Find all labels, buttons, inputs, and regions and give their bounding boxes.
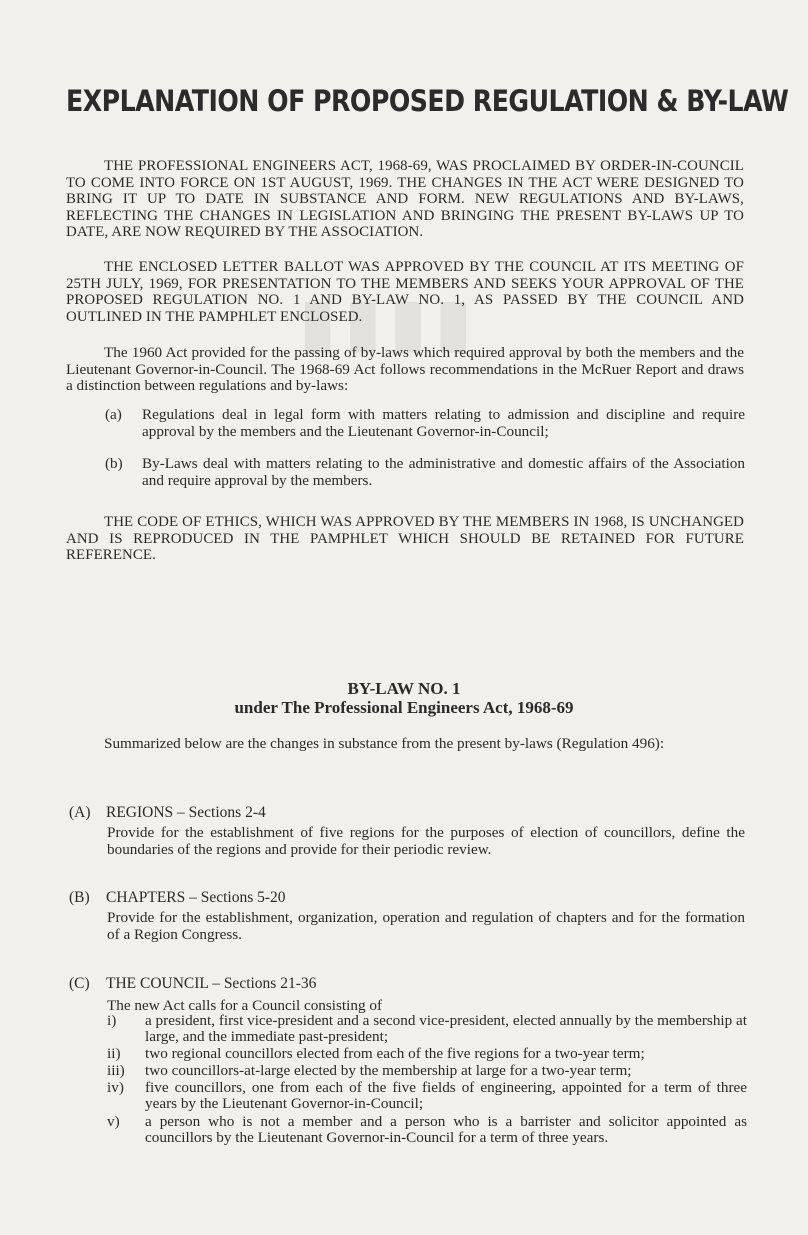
section-title: CHAPTERS – Sections 5-20: [106, 889, 286, 906]
intro-paragraph-2: THE ENCLOSED LETTER BALLOT WAS APPROVED BY THE COUNCIL AT ITS MEETING OF 25TH JULY, 1969, FOR PRESENTATION TO THE MEMBERS AND SEEKS YOUR APPROVAL OF THE PROPOSED REGULATION NO. 1 AND BY-LAW NO. 1, AS PASSED BY THE COUNCIL AND OUTLINED IN THE PAMPHLET ENCLOSED.: [66, 259, 744, 325]
item-text: two councillors-at-large elected by the membership at large for a two-year term;: [145, 1062, 632, 1079]
section-heading-chapters: [69, 889, 286, 907]
intro-paragraph-3: The 1960 Act provided for the passing of by-laws which required approval by both the members and the Lieutenant Governor-in-Council. The 1968-69 Act follows recommendations in the McRuer Report and draws a distinction between regulations and by-laws:: [66, 344, 744, 395]
intro-paragraph-1: THE PROFESSIONAL ENGINEERS ACT, 1968-69, WAS PROCLAIMED BY ORDER-IN-COUNCIL TO COME INTO FORCE ON 1ST AUGUST, 1969. THE CHANGES IN THE ACT WERE DESIGNED TO BRING IT UP TO DATE IN SUBSTANCE AND FORM. NEW REGULATIONS AND BY-LAWS, REFLECTING THE CHANGES IN LEGISLATION AND BRINGING THE PRESENT BY-LAWS UP TO DATE, ARE NOW REQUIRED BY THE ASSOCIATION.: [66, 158, 744, 241]
council-item-i: [107, 1013, 747, 1046]
item-label: v): [107, 1113, 120, 1130]
bylaw-subheading: under The Professional Engineers Act, 1968-69: [234, 698, 574, 717]
item-text: By-Laws deal with matters relating to the administrative and domestic affairs of the Association and require approval by the members.: [142, 455, 745, 489]
page-title: EXPLANATION OF PROPOSED REGULATION & BY-LAW: [66, 84, 789, 118]
section-heading-regions: [69, 804, 266, 822]
distinction-item-a: [105, 406, 745, 440]
item-label: (b): [105, 455, 123, 472]
item-label: (a): [105, 406, 122, 423]
distinction-item-b: [105, 455, 745, 489]
show-through-texture: ▮▮▮▮: [300, 286, 481, 358]
council-item-iii: [107, 1063, 747, 1079]
section-body-chapters: Provide for the establishment, organization, operation and regulation of chapters and for the formation of a Region Congress.: [107, 909, 745, 943]
item-text: five councillors, one from each of the five fields of engineering, appointed for a term of three years by the Lieutenant Governor-in-Council;: [145, 1079, 747, 1113]
item-text: Regulations deal in legal form with matters relating to admission and discipline and require approval by the members and the Lieutenant Governor-in-Council;: [142, 406, 745, 440]
item-label: i): [107, 1012, 117, 1029]
intro-paragraph-4: THE CODE OF ETHICS, WHICH WAS APPROVED BY THE MEMBERS IN 1968, IS UNCHANGED AND IS REPRODUCED IN THE PAMPHLET WHICH SHOULD BE RETAINED FOR FUTURE REFERENCE.: [66, 514, 744, 564]
item-text: a person who is not a member and a person who is a barrister and solicitor appointed as councillors by the Lieutenant Governor-in-Council for a term of three years.: [145, 1113, 747, 1147]
section-title: THE COUNCIL – Sections 21-36: [106, 975, 317, 992]
item-text: a president, first vice-president and a second vice-president, elected annually by the membership at large, and the immediate past-president;: [145, 1012, 747, 1046]
council-item-ii: [107, 1046, 747, 1062]
council-item-iv: [107, 1080, 747, 1113]
item-label: iv): [107, 1079, 124, 1096]
council-item-v: [107, 1114, 747, 1147]
bylaw-heading: BY-LAW NO. 1: [347, 679, 461, 698]
section-label: (C): [69, 975, 90, 992]
section-heading-council: [69, 975, 316, 993]
item-text: two regional councillors elected from each of the five regions for a two-year term;: [145, 1045, 645, 1062]
bylaw-summary: Summarized below are the changes in substance from the present by-laws (Regulation 496):: [104, 735, 665, 752]
section-body-regions: Provide for the establishment of five regions for the purposes of election of councillors, define the boundaries of the regions and provide for their periodic review.: [107, 824, 745, 858]
section-title: REGIONS – Sections 2-4: [106, 804, 266, 821]
item-label: ii): [107, 1045, 121, 1062]
section-body-council: The new Act calls for a Council consisting of: [107, 997, 382, 1014]
section-label: (B): [69, 889, 90, 906]
section-label: (A): [69, 804, 91, 821]
item-label: iii): [107, 1062, 125, 1079]
